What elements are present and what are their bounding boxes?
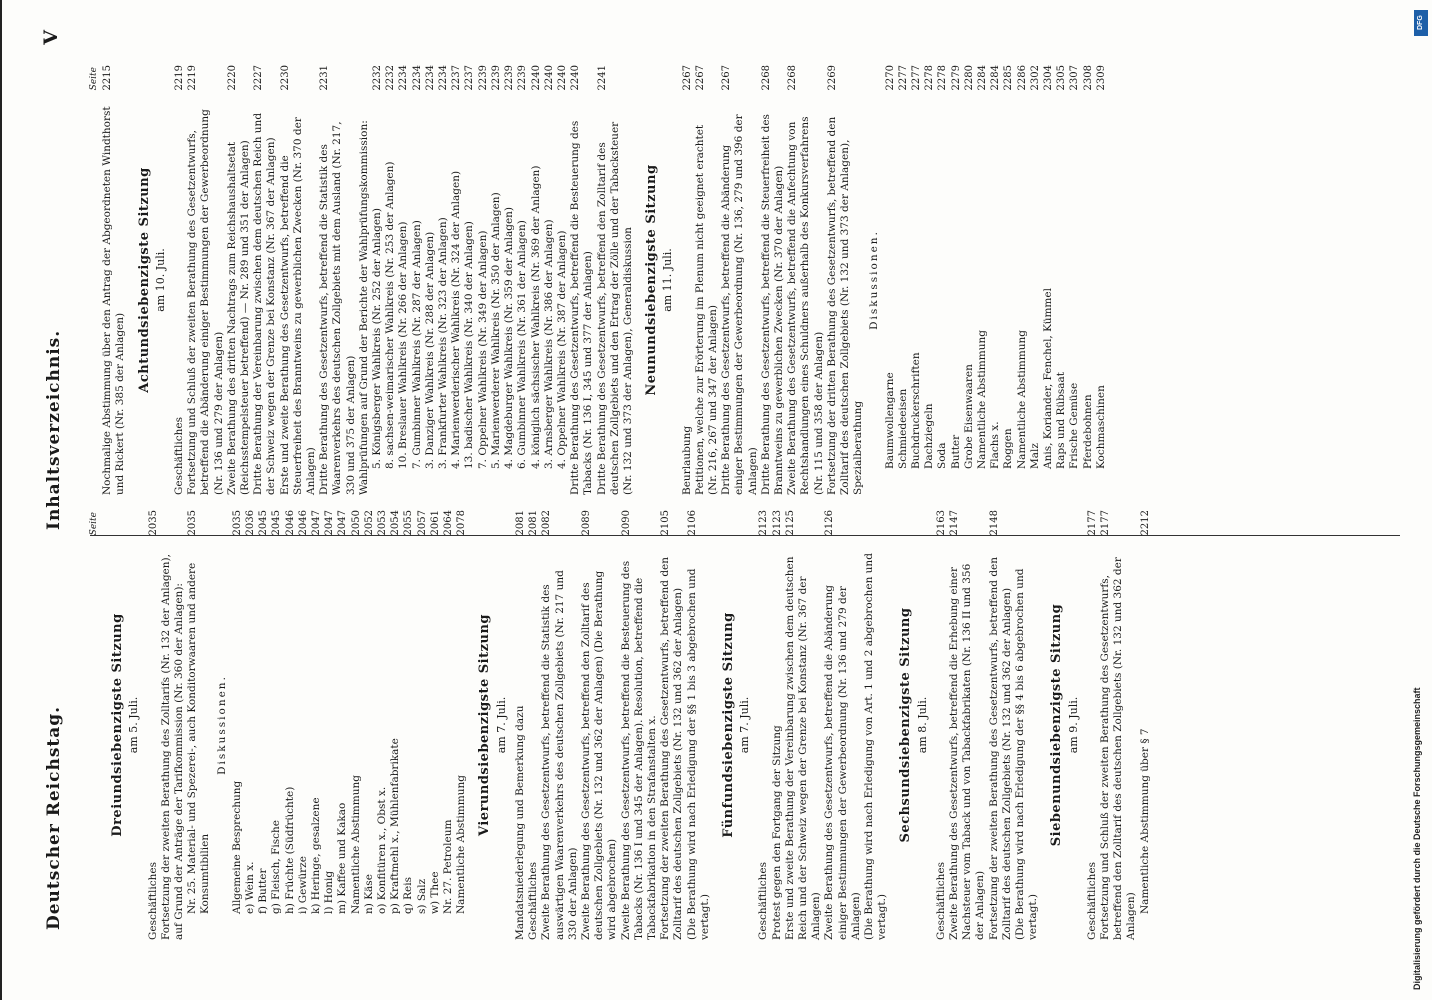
toc-entry xyxy=(279,65,319,495)
page-ref: 2105 xyxy=(660,510,672,536)
header-center-title: Inhaltsverzeichnis. xyxy=(44,329,64,530)
page-ref: 2241 xyxy=(596,65,608,91)
entry-text: 4. königlich sächsischer Wahlkreis (Nr. 369 der Anlagen) xyxy=(529,165,542,469)
toc-subentry xyxy=(429,510,442,940)
toc-subentry xyxy=(437,65,450,495)
entry-text: Flachs x. xyxy=(989,421,1002,469)
page-ref: 2106 xyxy=(686,510,698,536)
entry-text: Anis, Koriander, Fenchel, Kümmel xyxy=(1042,288,1055,469)
session-date: am 8. Juli. xyxy=(915,696,929,754)
digitization-note-text: Digitalisierung gefördert durch die Deutsche Forschungsgemeinschaft xyxy=(1412,687,1422,990)
toc-subentry xyxy=(516,65,529,495)
toc-subentry xyxy=(543,65,556,495)
toc-subentry xyxy=(530,65,543,495)
entry-text: 8. sachsen-weimarischer Wahlkreis (Nr. 253 der Anlagen) xyxy=(384,161,397,469)
entry-text: (Die Berathung wird nach Erledigung der §§ 4 bis 6 abgebrochen und vertagt.) xyxy=(1014,568,1040,940)
toc-entry xyxy=(596,65,636,495)
session-title: Siebenundsiebenzigste Sitzung xyxy=(1049,603,1065,847)
toc-subentry xyxy=(397,65,410,495)
entry-text: Fortsetzung und Schluß der zweiten Berathung des Gesetzentwurfs, betreffend den Zolltarif des deutschen Zollgebiets (Nr. 132 und 362 der Anlagen) xyxy=(1099,557,1138,940)
page-ref: 2279 xyxy=(950,65,962,91)
session-date: am 7. Juli. xyxy=(738,696,752,754)
toc-subentry xyxy=(350,510,363,940)
entry-text: Namentliche Abstimmung xyxy=(1015,330,1028,469)
toc-entry xyxy=(527,510,540,940)
page-ref: 2126 xyxy=(824,510,836,536)
toc-entry xyxy=(1086,510,1099,940)
entry-text: Nr. 27. Petroleum xyxy=(442,819,455,914)
toc-subentry xyxy=(384,65,397,495)
toc-subentry xyxy=(270,510,283,940)
entry-text: Schmiedeeisen xyxy=(896,388,909,469)
page-ref: 2123 xyxy=(771,510,783,536)
page-ref: 2240 xyxy=(556,65,568,91)
toc-entry xyxy=(514,510,527,940)
toc-entry xyxy=(948,510,988,940)
page-ref: 2035 xyxy=(231,510,243,536)
page-ref: 2270 xyxy=(884,65,896,91)
page-ref: 2054 xyxy=(390,510,402,536)
entry-text: Zweite Berathung des Gesetzentwurfs, betreffend die Erhebung einer Nachsteuer vom Taback und von Tabackfabrikaten (Nr. 136 II und 356 der Anlagen) xyxy=(947,563,987,940)
session-title: Fünfundsiebenzigste Sitzung xyxy=(720,612,736,838)
entry-text: Raps und Rübsaat xyxy=(1055,372,1068,469)
entry-text: Zweite Berathung des Gesetzentwurfs, betreffend die Abänderung einiger Bestimmungen der Gewerbeordnung (Nr. 136 und 279 der Anlagen) xyxy=(823,585,862,940)
toc-subentry xyxy=(936,65,949,495)
entry-text: Geschäftliches xyxy=(1085,862,1098,940)
session-date: am 5. Juli. xyxy=(127,696,141,754)
toc-subentry xyxy=(503,65,516,495)
page-ref: 2081 xyxy=(528,510,540,536)
page-ref: 2234 xyxy=(411,65,423,91)
session-title: Neunundsiebenzigste Sitzung xyxy=(644,164,660,396)
page-ref: 2284 xyxy=(990,65,1002,91)
page-ref: 2090 xyxy=(620,510,632,536)
entry-text: m) Kaffee und Kakao xyxy=(336,802,349,914)
entry-text: Geschäftliches xyxy=(757,862,770,940)
page-ref: 2052 xyxy=(363,510,375,536)
entry-text: Erste und zweite Berathung der Vereinbarung zwischen dem deutschen Reich und der Schweiz wegen der Grenze bei Konstanz (Nr. 367 der Anlagen) xyxy=(783,556,823,940)
toc-entry xyxy=(252,65,278,495)
toc-subentry xyxy=(336,510,349,940)
toc-entry xyxy=(694,65,720,495)
entry-text: Dachziegeln xyxy=(923,403,936,469)
entry-text: Geschäftliches xyxy=(146,862,159,940)
toc-entry xyxy=(784,510,824,940)
toc-entry xyxy=(823,510,863,940)
toc-entry xyxy=(771,510,784,940)
entry-text: Pferdebohnen xyxy=(1081,394,1094,469)
page-ref: 2053 xyxy=(377,510,389,536)
page-ref: 2230 xyxy=(279,65,291,91)
toc-subentry xyxy=(963,65,976,495)
page-ref: 2045 xyxy=(271,510,283,536)
diskussionen-heading: Diskussionen. xyxy=(215,675,228,775)
toc-subentry xyxy=(297,510,310,940)
toc-subentry xyxy=(1055,65,1068,495)
toc-subentry xyxy=(411,65,424,495)
entry-text: Fortsetzung der zweiten Berathung des Gesetzentwurfs, betreffend den Zolltarif des deutschen Zollgebiets (Nr. 132 und 362 der Anlagen) xyxy=(987,556,1013,940)
toc-entry xyxy=(569,65,595,495)
toc-subentry xyxy=(257,510,270,940)
page-ref: 2307 xyxy=(1069,65,1081,91)
page-ref: 2308 xyxy=(1082,65,1094,91)
session-title: Sechsundsiebenzigste Sitzung xyxy=(898,607,914,843)
page-ref: 2212 xyxy=(1139,510,1151,536)
toc-subentry xyxy=(231,510,244,940)
page-ref: 2304 xyxy=(1043,65,1055,91)
page-ref: 2078 xyxy=(456,510,468,536)
toc-subentry xyxy=(490,65,503,495)
toc-entry xyxy=(620,510,660,940)
toc-subentry xyxy=(416,510,429,940)
toc-subentry xyxy=(244,510,257,940)
entry-text: Petitionen, welche zur Erörterung im Plenum nicht geeignet erachtet (Nr. 216, 267 und 347 der Anlagen) xyxy=(693,124,719,495)
entry-text: 4. Magdeburger Wahlkreis (Nr. 359 der Anlagen) xyxy=(503,206,516,469)
page-ref: 2302 xyxy=(1029,65,1041,91)
page-ref: 2177 xyxy=(1086,510,1098,536)
toc-subentry xyxy=(976,65,989,495)
page-ref: 2082 xyxy=(541,510,553,536)
header-left-title: Deutscher Reichstag. xyxy=(44,705,64,930)
session-date: am 9. Juli. xyxy=(1066,696,1080,754)
page-ref: 2050 xyxy=(350,510,362,536)
toc-entry xyxy=(186,65,226,495)
toc-subentry xyxy=(424,65,437,495)
session-title: Dreiundsiebenzigste Sitzung xyxy=(110,613,126,837)
toc-subentry xyxy=(284,510,297,940)
entry-text: Fortsetzung der zweiten Berathung des Gesetzentwurfs, betreffend den Zolltarif des deutschen Zollgebiets (Nr. 132 und 362 der Anlagen) xyxy=(659,556,685,940)
entry-text: s) Salz xyxy=(415,878,428,914)
toc-entry xyxy=(147,510,160,940)
page-ref: 2268 xyxy=(760,65,772,91)
toc-entry xyxy=(580,510,620,940)
toc-subentry xyxy=(556,65,569,495)
entry-text: e) Wein x. xyxy=(244,861,257,914)
entry-text: Fortsetzung und Schluß der zweiten Berathung des Gesetzentwurfs, betreffend die Abänderung einiger Bestimmungen der Gewerbeordnung (Nr. 136 und 279 der Anlagen) xyxy=(186,109,225,495)
page-ref: 2268 xyxy=(787,65,799,91)
entry-text: Dritte Berathung des Gesetzentwurfs, betreffend die Steuerfreiheit des Branntweins zu gewerblichen Zwecken (Nr. 370 der Anlagen) xyxy=(759,114,785,495)
entry-text: p) Kraftmehl x., Mühlenfabrikate xyxy=(389,738,402,914)
entry-text: f) Butter xyxy=(257,868,270,914)
entry-text: q) Reis xyxy=(402,876,415,914)
page-ref: 2239 xyxy=(490,65,502,91)
page-ref: 2035 xyxy=(147,510,159,536)
page-ref: 2123 xyxy=(758,510,770,536)
toc-subentry xyxy=(376,510,389,940)
entry-text: 7. Oppelner Wahlkreis (Nr. 349 der Anlagen) xyxy=(476,230,489,469)
entry-text: k) Heringe, gesalzene xyxy=(310,797,323,914)
entry-text: Zweite Berathung des Gesetzentwurfs, betreffend die Anfechtung von Rechtshandlungen eines Schuldners außerhalb des Konkursverfahrens (Nr. 115 und 358 der Anlagen) xyxy=(786,116,825,495)
page-ref: 2269 xyxy=(826,65,838,91)
entry-text: Buchdruckerschriften xyxy=(909,352,922,469)
page-ref: 2240 xyxy=(570,65,582,91)
page-ref: 2227 xyxy=(253,65,265,91)
entry-text: Dritte Berathung des Gesetzentwurfs, betreffend die Statistik des Waarenverkehrs des deutschen Zollgebiets mit dem Ausland (Nr. 217, 330 und 375 der Anlagen) xyxy=(318,121,357,495)
entry-text: 4. Marienwerderischer Wahlkreis (Nr. 324 der Anlagen) xyxy=(450,170,463,469)
session-date: am 7. Juli. xyxy=(494,696,508,754)
toc-entry xyxy=(226,65,252,495)
page-ref: 2239 xyxy=(517,65,529,91)
page-ref: 2278 xyxy=(937,65,949,91)
page-ref: 2267 xyxy=(681,65,693,91)
entry-text: 5. Königsberger Wahlkreis (Nr. 252 der Anlagen) xyxy=(371,208,384,469)
toc-entry xyxy=(173,65,186,495)
toc-subentry xyxy=(1016,65,1029,495)
page-ref: 2237 xyxy=(451,65,463,91)
entry-text: Fortsetzung der dritten Berathung des Gesetzentwurfs, betreffend den Zolltarif des deutschen Zollgebiets (Nr. 132 und 373 der Anlagen), Spezialberathung xyxy=(825,116,865,495)
page-ref: 2234 xyxy=(424,65,436,91)
toc-entry xyxy=(786,65,826,495)
session-title: Achtundsiebenzigste Sitzung xyxy=(136,167,152,393)
dfg-logo: DFG xyxy=(1414,10,1428,36)
page-ref: 2277 xyxy=(897,65,909,91)
page-ref: 2286 xyxy=(1016,65,1028,91)
toc-entry xyxy=(935,510,948,940)
page-ref: 2234 xyxy=(398,65,410,91)
entry-text: Malz xyxy=(1028,443,1041,469)
page-ref: 2285 xyxy=(1003,65,1015,91)
page-ref: 2277 xyxy=(910,65,922,91)
page-ref: 2278 xyxy=(924,65,936,91)
toc-entry xyxy=(826,65,866,495)
page-ref: 2125 xyxy=(784,510,796,536)
entry-text: Namentliche Abstimmung über § 7 xyxy=(1138,728,1151,914)
page-ref: 2147 xyxy=(948,510,960,536)
entry-text: g) Fleisch, Fische xyxy=(270,820,283,914)
page-ref: 2220 xyxy=(226,65,238,91)
page-ref: 2267 xyxy=(694,65,706,91)
page-ref: 2267 xyxy=(721,65,733,91)
entry-text: Mandatsniederlegung und Bemerkung dazu xyxy=(513,705,526,940)
toc-subentry xyxy=(1042,65,1055,495)
entry-text: 3. Danziger Wahlkreis (Nr. 288 der Anlagen) xyxy=(423,231,436,469)
page-ref: 2035 xyxy=(187,510,199,536)
toc-entry xyxy=(358,65,371,495)
entry-text: Wahlprüfungen auf Grund der Berichte der Wahlprüfungskommission: xyxy=(357,120,370,495)
entry-text: 10. Breslauer Wahlkreis (Nr. 266 der Anlagen) xyxy=(397,221,410,469)
page-ref: 2239 xyxy=(477,65,489,91)
toc-subentry xyxy=(463,65,476,495)
toc-subentry xyxy=(477,65,490,495)
entry-text: Zweite Berathung des Gesetzentwurfs, betreffend die Besteuerung des Tabacks (Nr. 136 I und 345 der Anlagen). Resolution, betreffend die Tabackfabrikation in den Strafanstalten x. xyxy=(619,560,658,940)
page-ref: 2081 xyxy=(514,510,526,536)
toc-subentry xyxy=(923,65,936,495)
entry-text: 7. Gumbinner Wahlkreis (Nr. 287 der Anlagen) xyxy=(410,220,423,469)
entry-text: w) Thee xyxy=(428,871,441,914)
page-ref: 2036 xyxy=(245,510,257,536)
entry-text: Dritte Berathung des Gesetzentwurfs, betreffend die Abänderung einiger Bestimmungen der Gewerbeordnung (Nr. 136, 279 und 396 der Anlagen) xyxy=(720,114,759,495)
toc-subentry xyxy=(950,65,963,495)
page-ref: 2305 xyxy=(1056,65,1068,91)
entry-text: Dritte Berathung des Gesetzentwurfs, betreffend die Besteuerung des Tabacks (Nr. 136 I, 345 und 377 der Anlagen) xyxy=(569,120,595,495)
toc-subentry xyxy=(442,510,455,940)
toc-subentry xyxy=(1029,65,1042,495)
seite-label-right: Seite xyxy=(89,67,99,91)
toc-entry xyxy=(318,65,358,495)
toc-entry xyxy=(686,510,712,940)
page-ref: 2057 xyxy=(416,510,428,536)
digitization-note xyxy=(1412,40,1430,990)
toc-subentry xyxy=(1002,65,1015,495)
page-header xyxy=(36,30,76,960)
toc-entry xyxy=(760,65,786,495)
entry-text: 4. Oppelner Wahlkreis (Nr. 387 der Anlagen) xyxy=(555,230,568,469)
right-column xyxy=(88,65,1108,495)
toc-subentry xyxy=(1082,65,1095,495)
page-ref: 2148 xyxy=(988,510,1000,536)
page-ref: 2046 xyxy=(284,510,296,536)
entry-text: Butter xyxy=(949,434,962,469)
entry-text: Geschäftliches xyxy=(527,862,540,940)
toc-entry xyxy=(540,510,580,940)
toc-subentry xyxy=(455,510,468,940)
seite-label-left: Seite xyxy=(89,512,99,536)
toc-entry xyxy=(659,510,685,940)
entry-text: Dritte Berathung des Gesetzentwurfs, betreffend den Zolltarif des deutschen Zollgebiets und den Ertrag der Zölle und der Tabacksteuer (Nr. 132 und 373 der Anlagen), Generaldiskussion xyxy=(595,121,634,495)
toc-entry xyxy=(988,510,1014,940)
session-date: am 11. Juli. xyxy=(661,248,675,312)
page-ref: 2219 xyxy=(174,65,186,91)
page-ref: 2284 xyxy=(977,65,988,91)
entry-text: 6. Gumbinner Wahlkreis (Nr. 361 der Anlagen) xyxy=(516,220,529,469)
page-ref: 2280 xyxy=(963,65,975,91)
entry-text: h) Früchte (Südfrüchte) xyxy=(283,786,296,914)
entry-text: Nr. 25. Material- und Spezerei-, auch Konditorwaaren und andere Konsumtibilien xyxy=(186,562,212,914)
toc-entry xyxy=(101,65,127,495)
toc-subentry xyxy=(897,65,910,495)
toc-entry xyxy=(681,65,694,495)
page-ref: 2055 xyxy=(403,510,415,536)
entry-text: Zweite Berathung des Gesetzentwurfs, betreffend den Zolltarif des deutschen Zollgebiets (Nr. 132 und 362 der Anlagen) (Die Berathung wird abgebrochen) xyxy=(579,570,619,940)
page-ref: 2215 xyxy=(102,65,114,91)
entry-text: Namentliche Abstimmung xyxy=(976,330,988,469)
entry-text: Zweite Berathung des dritten Nachtrags zum Reichshaushaltsetat (Reichsstempelsteuer betreffend) — Nr. 289 und 351 der Anlagen) xyxy=(225,140,252,495)
entry-text: Grobe Eisenwaaren xyxy=(962,364,975,469)
page-ref: 2045 xyxy=(258,510,270,536)
toc-subentry xyxy=(450,65,463,495)
entry-text: Geschäftliches xyxy=(173,417,186,495)
left-column xyxy=(88,510,1152,940)
entry-text: (Die Berathung wird nach Erledigung von Art. 1 und 2 abgebrochen und vertagt.) xyxy=(862,553,889,940)
page-ref: 2089 xyxy=(580,510,592,536)
page-ref: 2219 xyxy=(187,65,199,91)
entry-text: Geschäftliches xyxy=(934,862,947,940)
entry-text: Fortsetzung der zweiten Berathung des Zolltarifs (Nr. 132 der Anlagen), auf Grund der Anträge der Tarifkommission (Nr. 360 der Anlagen): xyxy=(159,554,186,940)
page-ref: 2163 xyxy=(935,510,947,536)
page-ref: 2234 xyxy=(438,65,450,91)
entry-text: l) Honig xyxy=(323,870,336,914)
entry-text: n) Käse xyxy=(362,874,375,914)
toc-subentry xyxy=(1095,65,1108,495)
page-ref: 2240 xyxy=(543,65,555,91)
page-ref: 2239 xyxy=(504,65,516,91)
page-ref: 2232 xyxy=(372,65,384,91)
toc-subentry xyxy=(402,510,415,940)
entry-text: Frische Gemüse xyxy=(1068,382,1081,469)
entry-text: 3. Arnsberger Wahlkreis (Nr. 386 der Anlagen) xyxy=(542,219,555,469)
toc-entry xyxy=(757,510,770,940)
toc-subentry xyxy=(389,510,402,940)
entry-text: Allgemeine Besprechung xyxy=(230,780,243,914)
toc-subentry xyxy=(323,510,336,940)
page-ref: 2047 xyxy=(324,510,336,536)
entry-text: Baumwollengarne xyxy=(883,372,896,469)
page-ref: 2231 xyxy=(319,65,331,91)
page-ref: 2064 xyxy=(443,510,455,536)
toc-entry xyxy=(1014,510,1040,940)
diskussionen-heading: Diskussionen. xyxy=(868,230,881,330)
entry-text: (Die Berathung wird nach Erledigung der §§ 1 bis 3 abgebrochen und vertagt.) xyxy=(685,568,711,940)
page-ref: 2309 xyxy=(1095,65,1107,91)
toc-subentry xyxy=(910,65,923,495)
page-ref: 2177 xyxy=(1100,510,1112,536)
entry-text: Dritte Berathung der Vereinbarung zwischen dem deutschen Reich und der Schweiz wegen der Grenze bei Konstanz (Nr. 367 der Anlagen) xyxy=(252,112,278,495)
toc-entry xyxy=(160,510,186,940)
session-title: Vierundsiebenzigste Sitzung xyxy=(477,614,493,836)
entry-text: Nochmalige Abstimmung über den Antrag der Abgeordneten Windthorst und Rickert (Nr. 385 der Anlagen) xyxy=(101,106,127,495)
entry-text: Zweite Berathung des Gesetzentwurfs, betreffend die Statistik des auswärtigen Waarenverkehrs des deutschen Zollgebiets (Nr. 217 und 330 der Anlagen) xyxy=(540,570,579,940)
entry-text: Roggen xyxy=(1002,428,1015,469)
entry-text: i) Gewürze xyxy=(296,856,309,914)
entry-text: Protest gegen den Fortgang der Sitzung xyxy=(770,725,783,940)
entry-text: Soda xyxy=(936,442,949,469)
toc-entry xyxy=(863,510,889,940)
toc-entry xyxy=(1139,510,1152,940)
toc-subentry xyxy=(1068,65,1081,495)
page-ref: 2047 xyxy=(337,510,349,536)
page-ref: 2232 xyxy=(385,65,397,91)
entry-text: o) Konfitüren x., Obst x. xyxy=(376,786,389,914)
toc-entry xyxy=(1099,510,1139,940)
page-ref: 2046 xyxy=(297,510,309,536)
entry-text: 3. Frankfurter Wahlkreis (Nr. 323 der Anlagen) xyxy=(437,217,450,469)
toc-subentry xyxy=(989,65,1002,495)
toc-subentry xyxy=(310,510,323,940)
page-ref: 2240 xyxy=(530,65,542,91)
page-ref: 2061 xyxy=(429,510,441,536)
toc-entry xyxy=(186,510,212,940)
toc-subentry xyxy=(363,510,376,940)
page-number: V xyxy=(40,30,62,45)
entry-text: Namentliche Abstimmung xyxy=(455,775,468,914)
toc-subentry xyxy=(371,65,384,495)
entry-text: Kochmaschinen xyxy=(1094,385,1107,469)
entry-text: Beurlaubung xyxy=(680,425,693,495)
page-ref: 2237 xyxy=(464,65,476,91)
toc-entry xyxy=(720,65,760,495)
entry-text: 5. Marienwerderer Wahlkreis (Nr. 350 der Anlagen) xyxy=(489,192,502,469)
page-ref: 2047 xyxy=(311,510,323,536)
entry-text: Namentliche Abstimmung xyxy=(349,775,362,914)
entry-text: Erste und zweite Berathung des Gesetzentwurfs, betreffend die Steuerfreiheit des Branntweins zu gewerblichen Zwecken (Nr. 370 der Anlagen) xyxy=(278,117,318,495)
entry-text: 13. badischer Wahlkreis (Nr. 340 der Anlagen) xyxy=(463,221,476,469)
session-date: am 10. Juli. xyxy=(153,248,167,312)
toc-subentry xyxy=(884,65,897,495)
